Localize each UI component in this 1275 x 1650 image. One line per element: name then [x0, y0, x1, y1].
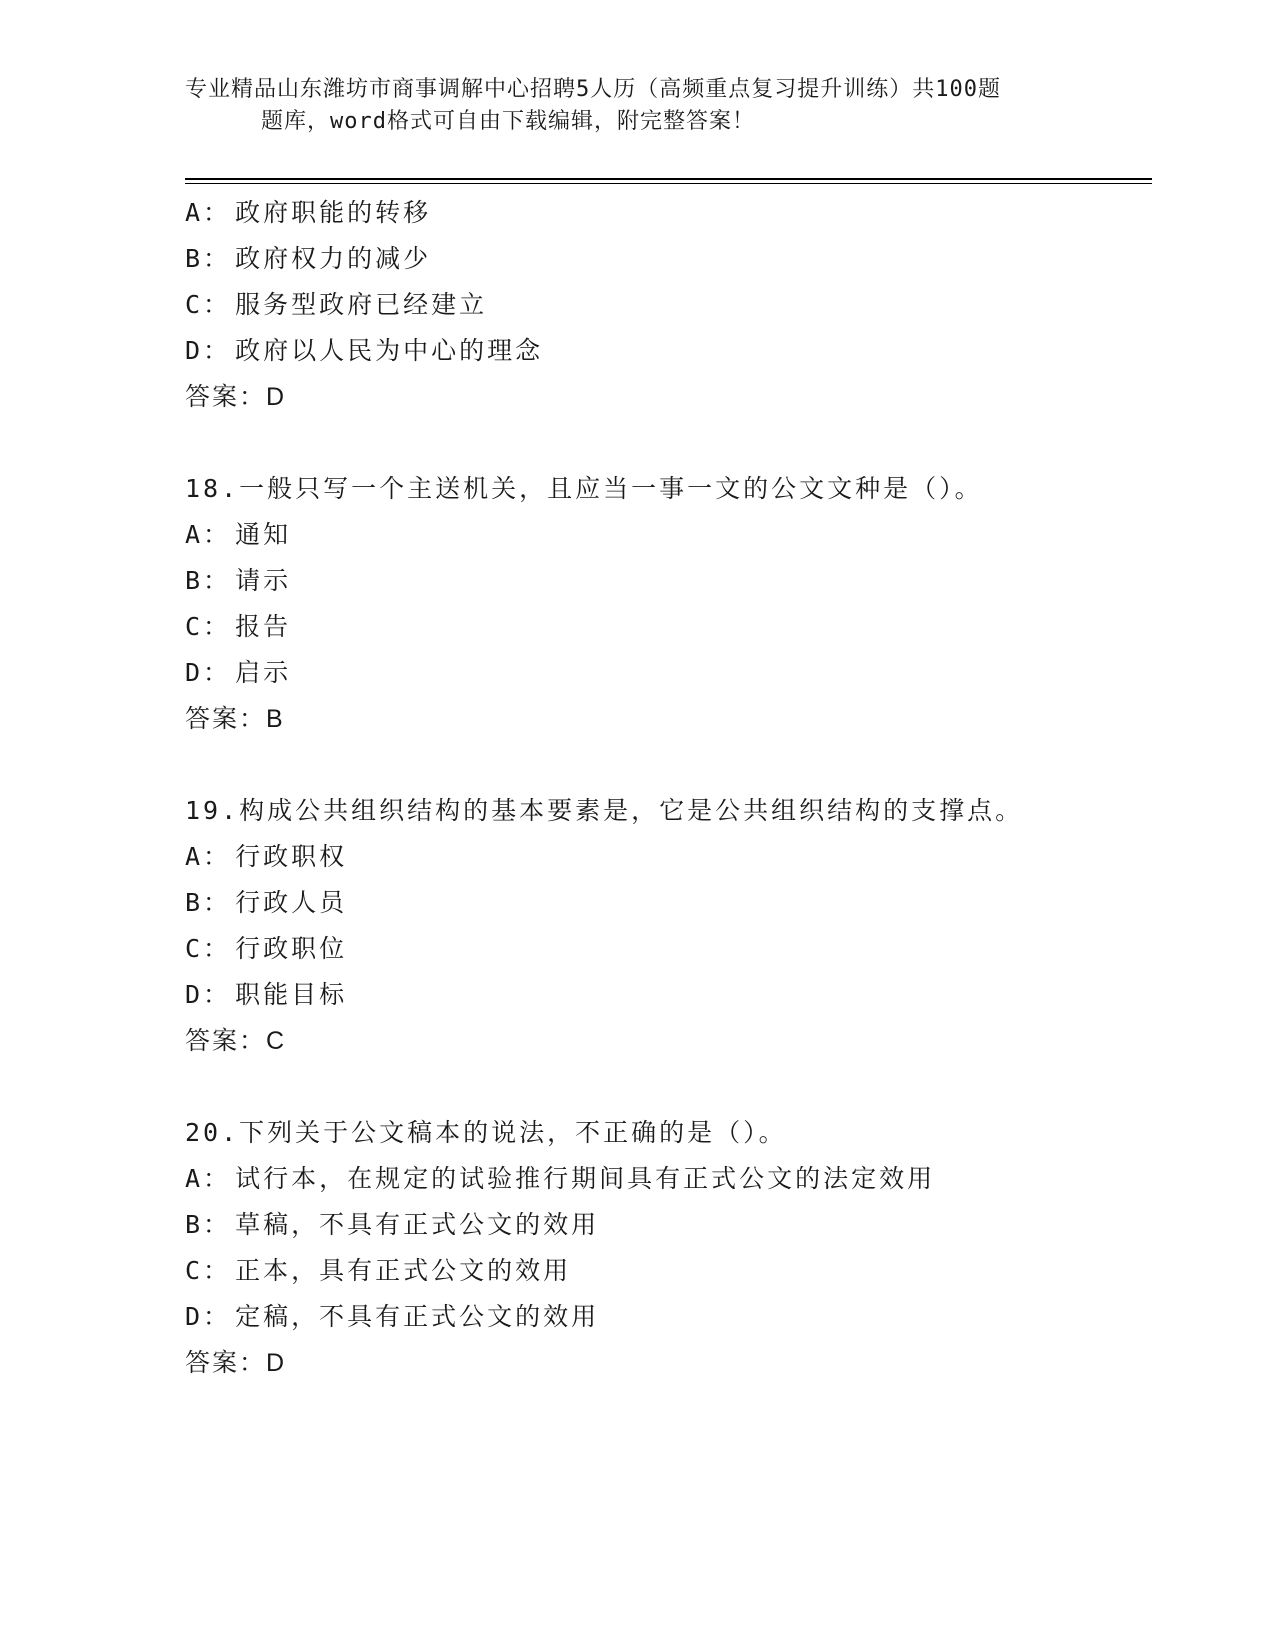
option-c	[185, 604, 1145, 650]
option-d	[185, 1294, 1145, 1340]
option-text: 请示	[235, 566, 292, 595]
spacer	[185, 1064, 1145, 1110]
option-letter: A：	[185, 520, 232, 549]
question-stem: 19.构成公共组织结构的基本要素是，它是公共组织结构的支撑点。	[185, 796, 1024, 825]
option-d	[185, 650, 1145, 696]
option-text: 报告	[235, 612, 292, 641]
spacer	[185, 420, 1145, 466]
question-block-18	[185, 466, 1145, 742]
option-d	[185, 972, 1145, 1018]
option-text: 政府权力的减少	[235, 244, 432, 273]
question-stem: 20.下列关于公文稿本的说法，不正确的是（）。	[185, 1118, 787, 1147]
option-a	[185, 190, 1145, 236]
option-text: 行政职权	[235, 842, 348, 871]
option-a	[185, 1156, 1145, 1202]
option-b	[185, 1202, 1145, 1248]
option-text: 草稿，不具有正式公文的效用	[235, 1210, 600, 1239]
question-stem: 18.一般只写一个主送机关，且应当一事一文的公文文种是（）。	[185, 474, 983, 503]
question-block-20	[185, 1110, 1145, 1386]
option-letter: D：	[185, 336, 232, 365]
option-letter: C：	[185, 612, 232, 641]
header-divider-thin	[185, 183, 1152, 184]
option-b	[185, 558, 1145, 604]
option-d	[185, 328, 1145, 374]
answer-line: 答案：D	[185, 1349, 287, 1377]
option-b	[185, 236, 1145, 282]
option-text: 行政人员	[235, 888, 348, 917]
option-letter: B：	[185, 244, 232, 273]
option-letter: C：	[185, 290, 232, 319]
option-letter: B：	[185, 1210, 232, 1239]
option-text: 服务型政府已经建立	[235, 290, 488, 319]
option-text: 通知	[235, 520, 292, 549]
option-letter: D：	[185, 980, 232, 1009]
option-letter: A：	[185, 842, 232, 871]
document-header	[185, 74, 1085, 138]
option-letter: D：	[185, 1302, 232, 1331]
option-letter: C：	[185, 934, 232, 963]
option-text: 正本，具有正式公文的效用	[235, 1256, 572, 1285]
option-text: 职能目标	[235, 980, 348, 1009]
option-a	[185, 512, 1145, 558]
question-block-19	[185, 788, 1145, 1064]
option-text: 政府以人民为中心的理念	[235, 336, 544, 365]
option-c	[185, 1248, 1145, 1294]
option-c	[185, 282, 1145, 328]
answer-line: 答案：B	[185, 705, 285, 733]
option-text: 行政职位	[235, 934, 348, 963]
option-b	[185, 880, 1145, 926]
option-letter: B：	[185, 566, 232, 595]
option-text: 定稿，不具有正式公文的效用	[235, 1302, 600, 1331]
option-letter: B：	[185, 888, 232, 917]
question-block-17	[185, 190, 1145, 420]
header-divider-thick	[185, 178, 1152, 180]
option-a	[185, 834, 1145, 880]
header-line-2: 题库，word格式可自由下载编辑，附完整答案！	[261, 109, 755, 134]
option-text: 试行本，在规定的试验推行期间具有正式公文的法定效用	[235, 1164, 936, 1193]
option-letter: A：	[185, 1164, 232, 1193]
option-letter: C：	[185, 1256, 232, 1285]
spacer	[185, 742, 1145, 788]
option-letter: D：	[185, 658, 232, 687]
answer-line: 答案：D	[185, 383, 287, 411]
question-list	[185, 190, 1145, 1386]
option-letter: A：	[185, 198, 232, 227]
option-c	[185, 926, 1145, 972]
option-text: 政府职能的转移	[235, 198, 432, 227]
option-text: 启示	[235, 658, 292, 687]
answer-line: 答案：C	[185, 1027, 287, 1055]
header-line-1: 专业精品山东潍坊市商事调解中心招聘5人历（高频重点复习提升训练）共100题	[185, 77, 1001, 102]
